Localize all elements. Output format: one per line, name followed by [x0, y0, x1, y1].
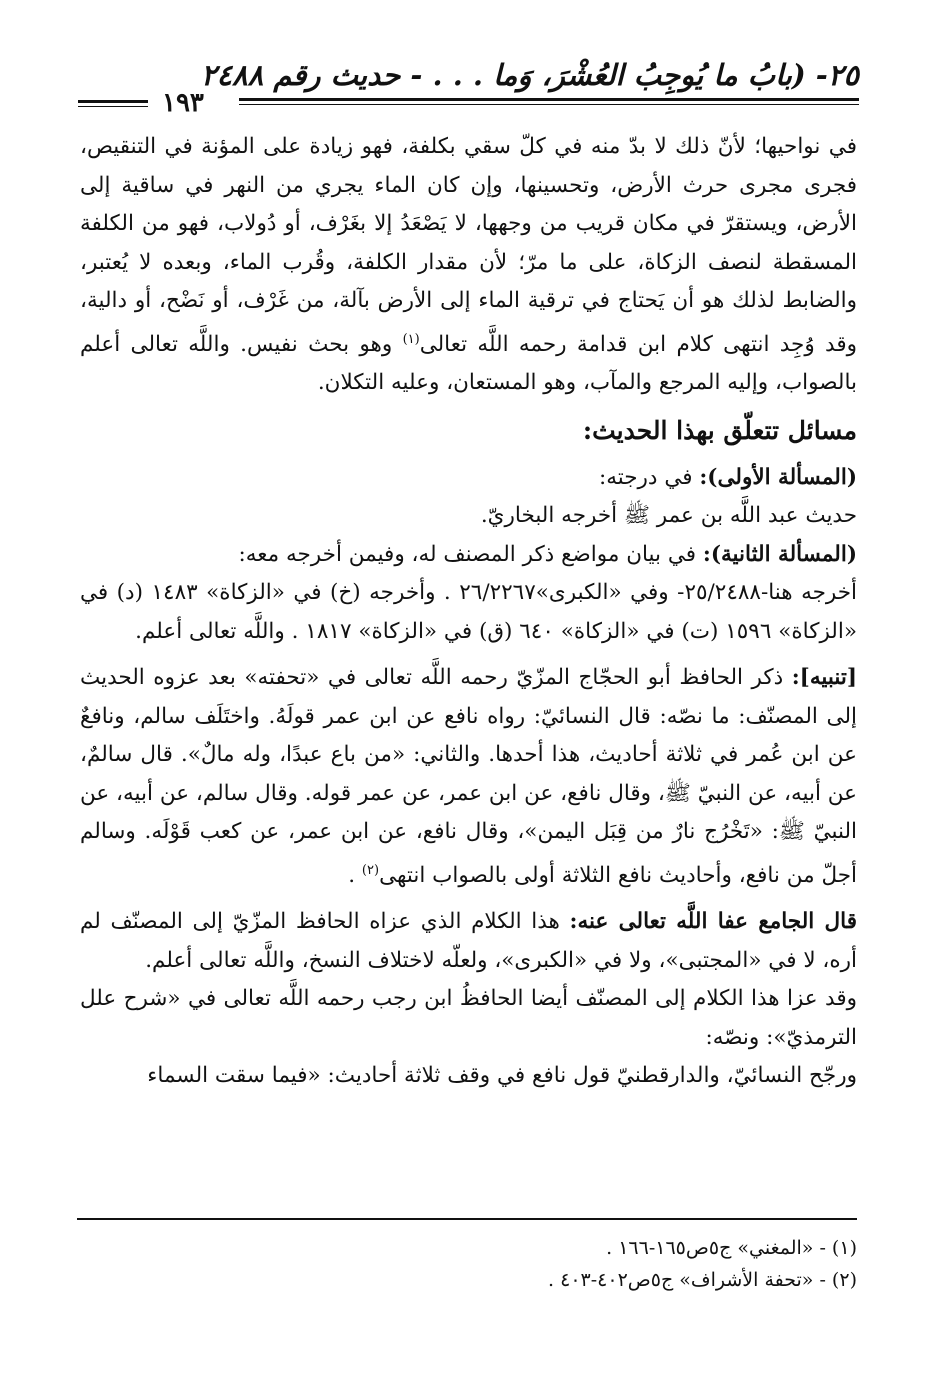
question-2 — [80, 536, 857, 575]
paragraph-qudama — [80, 128, 857, 403]
footnote-1: (١) - «المغني» ج٥ص١٦٥-١٦٦ . — [606, 1237, 857, 1259]
tanbih-paragraph: [تنبيه]: ذكر الحافظ أبو الحجّاج المزّيّ رحمه اللَّه تعالى في «تحفته» بعد عزوه الحديث إلى المصنّف: ما نصّه: قال النسائيّ: رواه نافع عن ابن عمر قولَهُ. واختَلَف سالم، ونافعٌ عن ابن عُمر في ثلاثة أحاديث، هذا أحدها. والثاني: «من باع عبدًا، وله مالٌ». قال سالمٌ، عن أبيه، عن النبيّ ﷺ، وقال نافع، عن ابن عمر، عن عمر قوله. وقال سالم، عن أبيه، عن النبيّ ﷺ: «تَخْرُج نارٌ من قِبَل اليمن»، وقال نافع، عن ابن عمر، عن كعب قَوْلَه. وسالم أجلّ من نافع، وأحاديث نافع الثلاثة أولى بالصواب انتهى$^{(٢)}$ . — [80, 665, 857, 888]
question-1 — [80, 459, 857, 498]
question-1-body: حديث عبد اللَّه بن عمر ﷺ أخرجه البخاريّ. — [480, 503, 857, 529]
running-title: ٢٥- (بابُ ما يُوجِبُ العُشْرَ، وَما . . . - حديث رقم ٢٤٨٨ — [200, 58, 859, 92]
question-2-title: في بيان مواضع ذكر المصنف له، وفيمن أخرجه معه: — [238, 541, 697, 567]
question-2-body: أخرجه هنا-٢٥/٢٤٨٨- وفي «الكبرى»٢٦/٢٢٦٧ . وأخرجه (خ) في «الزكاة» ١٤٨٣ (د) في «الزكاة» ١٥٩٦ (ت) في «الزكاة» ٦٤٠ (ق) في «الزكاة» ١٨١٧ . واللَّه تعالى أعلم. — [80, 580, 858, 644]
section-heading: مسائل تتعلّق بهذا الحديث: — [582, 415, 857, 445]
page-number-rule-thin — [78, 106, 148, 107]
question-1-title: في درجته: — [598, 464, 693, 490]
page-number: ١٩٣ — [162, 88, 204, 118]
question-2-label: (المسألة الثانية): — [702, 541, 857, 567]
jami-label: قال الجامع عفا اللَّه تعالى عنه: — [569, 909, 857, 935]
paragraph-text: في نواحيها؛ لأنّ ذلك لا بدّ منه في كلّ سقي بكلفة، فهو زيادة على المؤنة في التنقيص، فجرى مجرى حرث الأرض، وتحسينها، وإن كان الماء يجري من النهر في ساقية إلى الأرض، ويستقرّ في مكان قريب من وجهها، لا يَصْعَدُ إلا بغَرْف، أو دُولاب، فهو من الكلفة المسقطة لنصف الزكاة، على ما مرّ؛ لأن مقدار الكلفة، وقُرب الماء، وبعده لا يُعتبر، والضابط لذلك هو أن يَحتاج في ترقية الماء إلى الأرض بآلة، من غَرْف، أو نَضْح، أو دالية، وقد وُجِد انتهى كلام ابن قدامة رحمه اللَّه تعالى — [80, 134, 857, 357]
tanbih-label: [تنبيه]: — [791, 665, 857, 691]
footnote-ref-2: (٢) — [361, 862, 380, 878]
last-paragraph: ورجّح النسائيّ، والدارقطنيّ قول نافع في وقف ثلاثة أحاديث: «فيما سقت السماء — [147, 1063, 857, 1089]
footnote-2: (٢) - «تحفة الأشراف» ج٥ص٤٠٢-٤٠٣ . — [548, 1269, 857, 1291]
jami-text: هذا الكلام الذي عزاه الحافظ المزّيّ إلى المصنّف لم أره، لا في «المجتبى»، ولا في «الكبرى»، ولعلّه لاختلاف النسخ، واللَّه تعالى أعلم. — [80, 909, 857, 973]
page-number-rule — [78, 100, 148, 103]
footnote-separator — [77, 1218, 857, 1220]
header-rule — [239, 98, 859, 101]
footnote-ref-1: (١) — [402, 331, 420, 347]
page-body — [80, 128, 857, 1096]
footnotes — [80, 1232, 857, 1296]
rajab-paragraph: وقد عزا هذا الكلام إلى المصنّف أيضا الحافظُ ابن رجب رحمه اللَّه تعالى في «شرح علل الترمذيّ»: ونصّه: — [80, 986, 857, 1050]
tanbih-text: ذكر الحافظ أبو الحجّاج المزّيّ رحمه اللَّه تعالى في «تحفته» بعد عزوه الحديث إلى المصنّف: ما نصّه: قال النسائيّ: رواه نافع عن ابن عمر قولَهُ. واختَلَف سالم، ونافعٌ عن ابن عُمر في ثلاثة أحاديث، هذا أحدها. والثاني: «من باع عبدًا، وله مالٌ». قال سالمٌ، عن أبيه، عن النبيّ ﷺ، وقال نافع، عن ابن عمر، عن عمر قوله. وقال سالم، عن أبيه، عن النبيّ ﷺ: «تَخْرُج نارٌ من قِبَل اليمن»، وقال نافع، عن ابن عمر، عن كعب قَوْلَه. وسالم أجلّ من نافع، وأحاديث نافع الثلاثة أولى بالصواب انتهى — [80, 665, 857, 888]
header-rule-thin — [239, 104, 859, 105]
question-1-label: (المسألة الأولى): — [699, 464, 857, 490]
jami-paragraph — [80, 903, 857, 980]
page-header — [78, 58, 859, 118]
paragraph-text-end: وهو بحث نفيس. واللَّه تعالى أعلم بالصواب، وإليه المرجع والمآب، وهو المستعان، وعليه التكلان. — [80, 331, 857, 396]
